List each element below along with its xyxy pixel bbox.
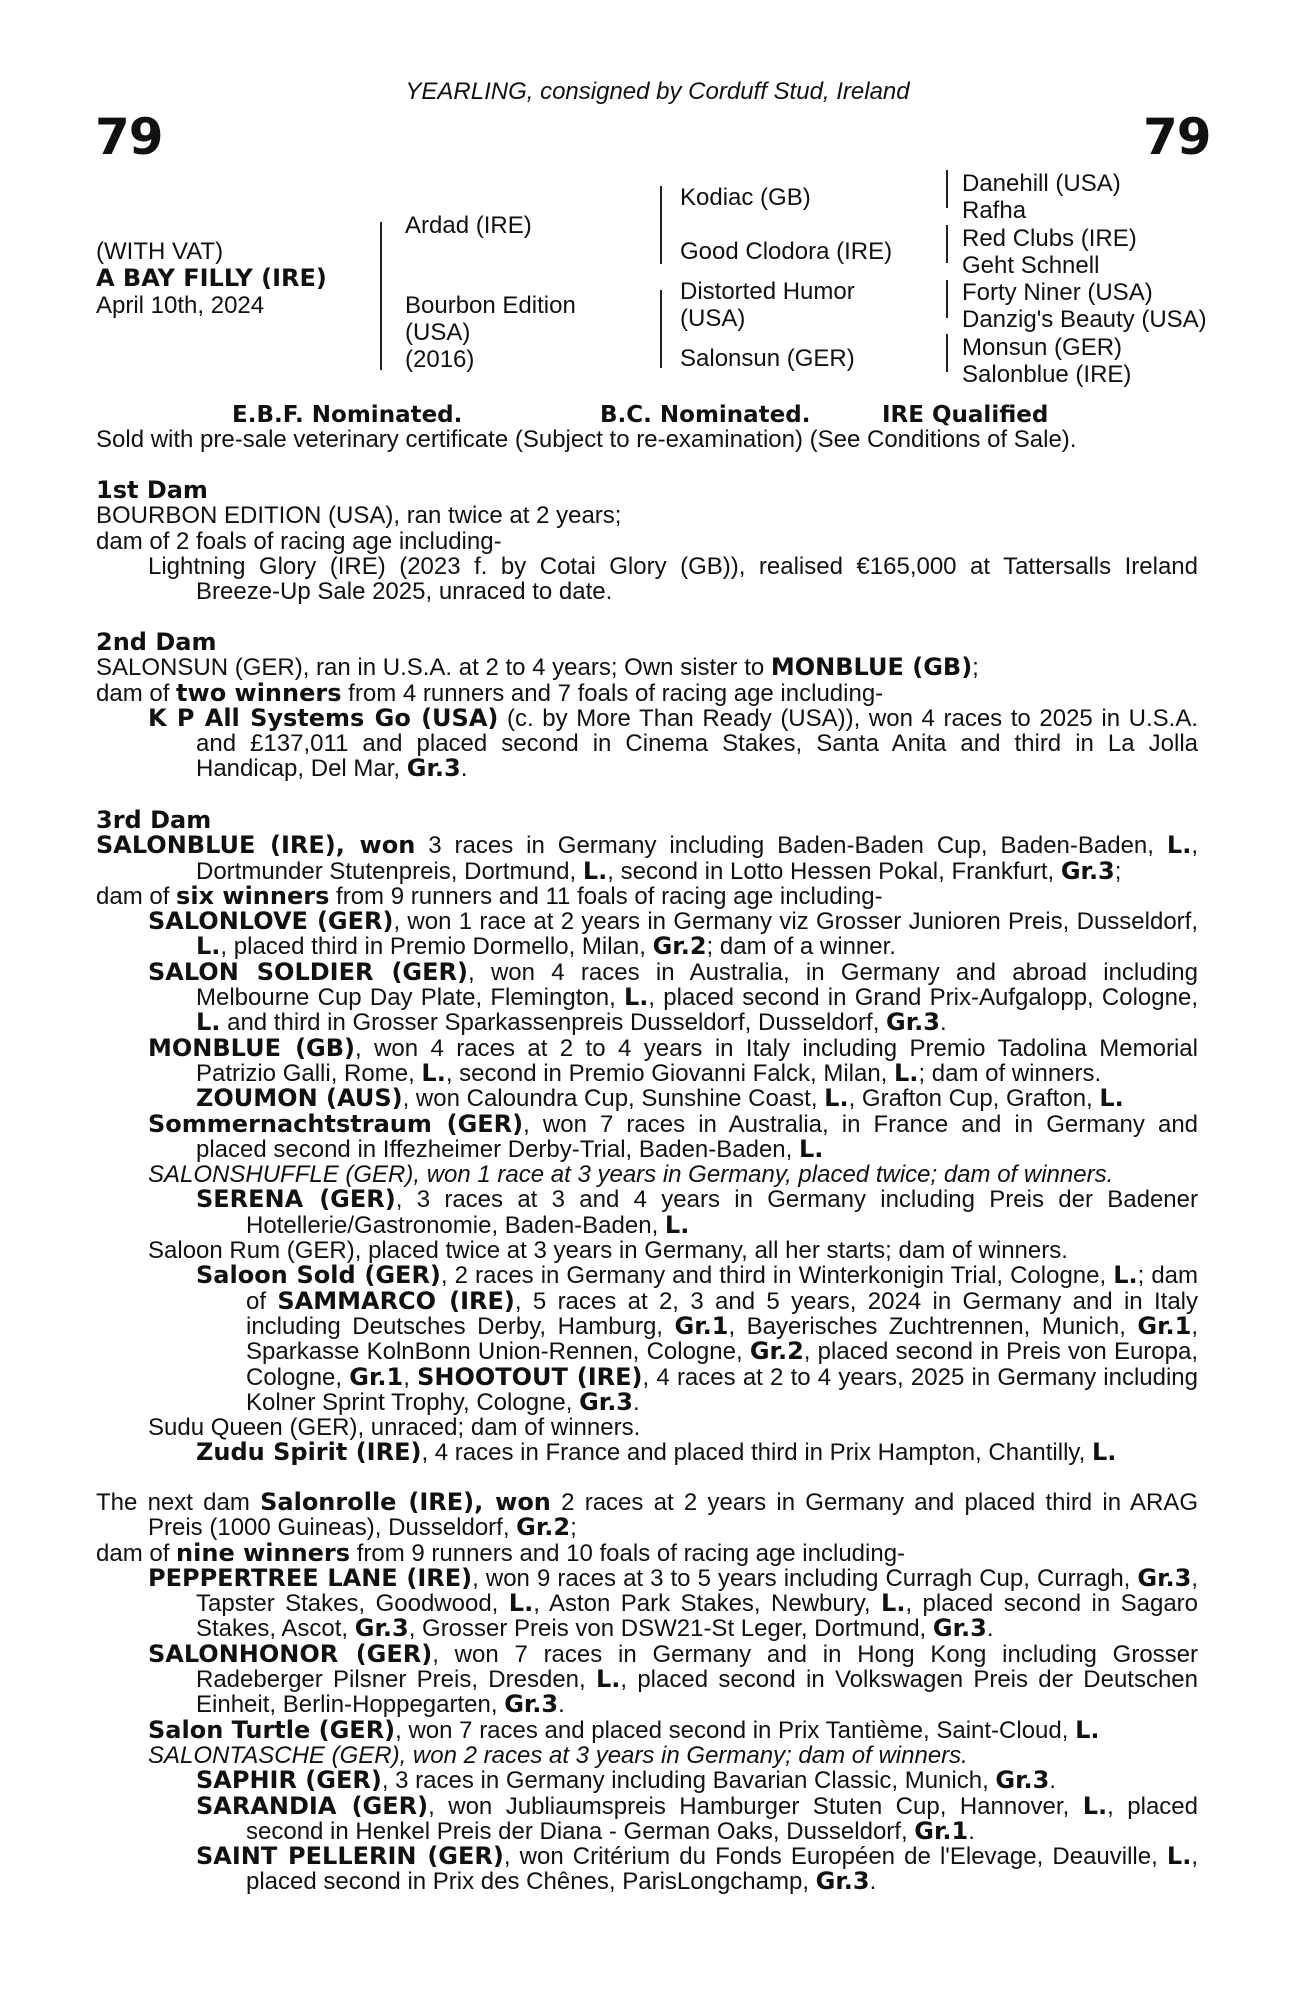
text: from 4 runners and 7 foals of racing age including-	[341, 679, 884, 707]
text: , 4 races in France and placed third in Prix Hampton, Chantilly,	[421, 1439, 1092, 1467]
second-dam-section	[96, 630, 1198, 782]
horse-name: Salon Turtle (GER)	[148, 1715, 396, 1744]
grade: L.	[1075, 1715, 1100, 1744]
text: , won 7 races in Germany and in Hong Kong including Grosser Radeberger Pilsner Preis, Dresden,	[196, 1640, 1199, 1694]
text: 2 races at 2 years in Germany and placed third in ARAG Preis (1000 Guineas), Dusseldorf,	[148, 1489, 1198, 1542]
horse-name: SAINT PELLERIN (GER)	[196, 1842, 504, 1871]
horse-name: SALONTASCHE (GER)	[148, 1741, 400, 1769]
text: , won 7 races and placed second in Prix Tantième, Saint-Cloud,	[395, 1716, 1076, 1744]
foaling-date: April 10th, 2024	[96, 292, 265, 319]
horse-name: SALONHONOR (GER)	[148, 1639, 433, 1668]
text: SALONSUN (GER), ran in U.S.A. at 2 to 4 years; Own sister to	[96, 654, 771, 682]
horse-name: SALONSHUFFLE (GER)	[148, 1161, 414, 1189]
horse-name: SERENA (GER)	[196, 1185, 396, 1214]
grade: Gr.1	[1137, 1311, 1192, 1340]
text: ; dam of	[246, 1262, 1199, 1315]
text: , Bayerisches Zuchtrennen, Munich,	[728, 1312, 1138, 1340]
horse-name: Zudu Spirit (IRE)	[196, 1438, 422, 1467]
third-dam-record	[96, 833, 1198, 884]
section-heading: 1st Dam	[96, 476, 208, 504]
text: , won 1 race at 3 years in Germany, placed twice; dam of winners.	[413, 1161, 1114, 1189]
grade: L.	[664, 1210, 690, 1239]
progeny-entry: Saloon Sold (GER), 2 races in Germany and third in Winterkonigin Trial, Cologne, L.; dam of SAMMARCO (IRE), 5 races at 2, 3 and 5 years, 2024 in Germany and in Italy including Deutsches Derby, Hamburg, Gr.1, Bayerisches Zuchtrennen, Munich, Gr.1, Sparkasse KolnBonn Union-Rennen, Cologne, Gr.2, placed second in Preis von Europa, Cologne, Gr.1, SHOOTOUT (IRE), 4 races at 2 to 4 years, 2025 in Germany including Kolner Sprint Trophy, Cologne, Gr.3.	[196, 1261, 1199, 1416]
sire-sire: Kodiac (GB)	[680, 184, 811, 211]
pedigree-brace-7	[946, 334, 948, 372]
text: , placed second in Preis von Europa, Cologne,	[246, 1338, 1198, 1391]
grade: Gr.3	[932, 1614, 987, 1643]
ggp-item: Monsun (GER)	[962, 333, 1123, 361]
grade: L.	[623, 983, 649, 1012]
text: , won 9 races at 3 to 5 years including Curragh Cup, Curragh,	[472, 1564, 1138, 1592]
dam-sire-line: Distorted Humor	[680, 278, 855, 305]
progeny-entry: PEPPERTREE LANE (IRE), won 9 races at 3 to 5 years including Curragh Cup, Curragh, Gr.3, Tapster Stakes, Goodwood, L., Aston Park Stakes, Newbury, L., placed second in Sagaro Stakes, Ascot, Gr.3, Grosser Preis von DSW21-St Leger, Dortmund, Gr.3.	[148, 1563, 1199, 1643]
horse-name: Sommernachtstraum (GER)	[148, 1109, 524, 1138]
grade: Gr.3	[815, 1867, 870, 1896]
pedigree-brace-3	[660, 290, 662, 368]
text: , 3 races in Germany including Bavarian Classic, Munich,	[381, 1767, 996, 1795]
progeny-entry: SAPHIR (GER), 3 races in Germany including Bavarian Classic, Munich, Gr.3.	[196, 1766, 1057, 1795]
lot-number-right: 79	[1143, 108, 1211, 166]
text: , won 1 race at 2 years in Germany viz Grosser Junioren Preis, Dusseldorf,	[393, 908, 1198, 936]
pedigree-brace-4	[946, 170, 948, 208]
ggp-item: Salonblue (IRE)	[962, 361, 1132, 389]
text: and third in Grosser Sparkassenpreis Dusseldorf, Dusseldorf,	[220, 1009, 887, 1037]
grade: L.	[1091, 1438, 1117, 1467]
first-dam-foal: Lightning Glory (IRE) (2023 f. by Cotai Glory (GB)), realised €165,000 at Tattersalls Ireland Breeze-Up Sale 2025, unraced to date.	[148, 552, 1198, 606]
text: , Grosser Preis von DSW21-St Leger, Dortmund,	[408, 1615, 933, 1643]
horse-name: SARANDIA (GER)	[196, 1791, 429, 1820]
grade: Gr.3	[886, 1008, 940, 1037]
sire: Ardad (IRE)	[405, 212, 532, 239]
text: ;	[1114, 857, 1122, 885]
grade: L.	[799, 1134, 824, 1163]
first-dam-line: dam of 2 foals of racing age including-	[96, 527, 502, 555]
horse-name: SHOOTOUT (IRE)	[417, 1362, 643, 1391]
text: , placed second in Sagaro Stakes, Ascot,	[196, 1590, 1199, 1643]
text: , 3 races at 3 and 4 years in Germany including Preis der Badener Hotellerie/Gastronomie, Baden-Baden,	[246, 1186, 1198, 1239]
text: dam of	[96, 1539, 177, 1567]
grade: Gr.3	[504, 1690, 559, 1719]
dam-dam: Salonsun (GER)	[680, 345, 855, 372]
grade: L.	[1166, 831, 1192, 860]
grade: Gr.1	[674, 1311, 729, 1340]
horse-name: SALONBLUE (IRE), won	[96, 831, 416, 860]
section-heading: 2nd Dam	[96, 628, 217, 656]
third-dam-section	[96, 808, 1198, 1466]
grade: Gr.2	[749, 1337, 804, 1366]
grade: Gr.3	[1137, 1563, 1192, 1592]
text: , placed second in Grand Prix-Aufgalopp, Cologne,	[648, 984, 1198, 1012]
progeny-entry: SALONHONOR (GER), won 7 races in Germany and in Hong Kong including Grosser Radeberger Pilsner Preis, Dresden, L., placed second in Volkswagen Preis der Deutschen Einheit, Berlin-Hoppegarten, Gr.3.	[148, 1639, 1199, 1719]
progeny-entry: SALON SOLDIER (GER), won 4 races in Australia, in Germany and abroad including Melbourne Cup Day Plate, Flemington, L., placed second in Grand Prix-Aufgalopp, Cologne, L. and third in Grosser Sparkassenpreis Dusseldorf, Dusseldorf, Gr.3.	[148, 957, 1198, 1037]
ggp-item: Forty Niner (USA)	[962, 279, 1153, 307]
winners-count: two winners	[176, 678, 342, 707]
text: , Sparkasse KolnBonn Union-Rennen, Cologne,	[246, 1312, 1198, 1366]
horse-name: SAMMARCO (IRE)	[277, 1286, 515, 1315]
pedigree-brace-5	[946, 225, 948, 263]
grade: L.	[824, 1084, 849, 1113]
text: , won 4 races in Australia, in Germany and abroad including Melbourne Cup Day Plate, Flemington,	[196, 958, 1198, 1012]
ggp-item: Geht Schnell	[962, 251, 1100, 279]
text: , won Jubliaumspreis Hamburger Stuten Cup, Hannover,	[428, 1792, 1083, 1820]
first-dam-line: BOURBON EDITION (USA), ran twice at 2 years;	[96, 502, 622, 530]
section-heading: 3rd Dam	[96, 806, 212, 834]
text: , second in Premio Giovanni Falck, Milan,	[445, 1059, 895, 1087]
winners-count: six winners	[176, 881, 330, 910]
text: , Tapster Stakes, Goodwood,	[196, 1564, 1198, 1618]
grade: Gr.3	[1060, 856, 1115, 885]
progeny-entry	[148, 1109, 1199, 1163]
text: , placed second in Henkel Preis der Diana - German Oaks, Dusseldorf,	[246, 1792, 1199, 1845]
grade: L.	[1099, 1084, 1124, 1113]
progeny-entry	[148, 909, 1198, 960]
text: , Grafton Cup, Grafton,	[848, 1085, 1100, 1113]
grade: Gr.2	[652, 932, 707, 961]
grade: L.	[1113, 1261, 1138, 1290]
text: , placed second in Volkswagen Preis der Deutschen Einheit, Berlin-Hoppegarten,	[196, 1666, 1199, 1719]
grade: Gr.3	[406, 754, 461, 783]
winners-count: nine winners	[176, 1538, 351, 1567]
dam	[405, 292, 576, 373]
grade: L.	[508, 1589, 534, 1618]
grade: L.	[1082, 1791, 1108, 1820]
dam-sire	[680, 278, 855, 332]
text: dam of	[96, 679, 177, 707]
text: .	[460, 755, 468, 783]
grade: Gr.3	[354, 1614, 409, 1643]
grade: L.	[196, 1008, 221, 1037]
ire-qualified: IRE Qualified	[882, 402, 1049, 428]
progeny-entry: SAINT PELLERIN (GER), won Critérium du Fonds Européen de l'Elevage, Deauville, L., placed second in Prix des Chênes, ParisLongchamp, Gr.3.	[196, 1842, 1199, 1896]
horse-name: PEPPERTREE LANE (IRE)	[148, 1563, 473, 1592]
ggp-item: Red Clubs (IRE)	[962, 224, 1137, 252]
text: , placed third in Premio Dormello, Milan,	[220, 933, 653, 961]
grade: L.	[196, 932, 221, 961]
horse-name: Salonrolle (IRE), won	[260, 1488, 551, 1516]
dam-sire-line: (USA)	[680, 305, 746, 332]
grade: L.	[881, 1589, 906, 1618]
progeny-entry: SARANDIA (GER), won Jubliaumspreis Hamburger Stuten Cup, Hannover, L., placed second in Henkel Preis der Diana - German Oaks, Dusseldorf, Gr.1.	[196, 1791, 1199, 1845]
text: , won Critérium du Fonds Européen de l'Elevage, Deauville,	[503, 1843, 1167, 1871]
text: ; dam of winners.	[918, 1059, 1102, 1087]
horse-name: ZOUMON (AUS)	[196, 1084, 403, 1113]
pedigree-brace-6	[946, 280, 948, 318]
first-dam-section	[96, 478, 1198, 604]
progeny-entry	[148, 1743, 1198, 1768]
text: , won 2 races at 3 years in Germany; dam of winners.	[399, 1741, 968, 1769]
text: , 2 races in Germany and third in Winterkonigin Trial, Cologne,	[440, 1262, 1114, 1290]
horse-name: SAPHIR (GER)	[196, 1766, 382, 1795]
horse-name: A BAY FILLY (IRE)	[96, 264, 327, 292]
text: , won Caloundra Cup, Sunshine Coast,	[402, 1085, 825, 1113]
grade: L.	[595, 1665, 621, 1694]
horse-name: MONBLUE (GB)	[148, 1033, 356, 1062]
pedigree-brace-1	[380, 222, 382, 370]
horse-name: SALON SOLDIER (GER)	[148, 957, 468, 986]
next-dam-section	[96, 1490, 1198, 1895]
dam-line: Bourbon Edition	[405, 292, 576, 319]
horse-name: SALONLOVE (GER)	[148, 907, 394, 936]
text: , second in Lotto Hessen Pokal, Frankfurt,	[607, 857, 1061, 885]
text: , Dortmunder Stutenpreis, Dortmund,	[196, 832, 1198, 885]
grade: L.	[1166, 1842, 1192, 1871]
text: , 4 races at 2 to 4 years, 2025 in Germany including Kolner Sprint Trophy, Cologne,	[246, 1363, 1198, 1416]
vat-note: (WITH VAT)	[96, 238, 224, 265]
grade: Gr.3	[995, 1766, 1050, 1795]
grade: Gr.1	[349, 1362, 404, 1391]
bc-nomination: B.C. Nominated.	[600, 402, 811, 428]
text: ; dam of a winner.	[706, 933, 896, 961]
progeny-entry	[148, 1033, 1198, 1087]
text: The next dam	[96, 1489, 261, 1516]
text: , placed second in Prix des Chênes, ParisLongchamp,	[246, 1843, 1199, 1896]
ebf-nomination: E.B.F. Nominated.	[232, 402, 463, 428]
pedigree-brace-2	[660, 186, 662, 264]
consignment-header: YEARLING, consigned by Corduff Stud, Ireland	[405, 78, 910, 105]
progeny-entry	[196, 1440, 1198, 1465]
ggp-item: Danzig's Beauty (USA)	[962, 306, 1207, 334]
grade: L.	[894, 1058, 919, 1087]
text: from 9 runners and 11 foals of racing age including-	[329, 882, 883, 910]
grade: Gr.3	[579, 1387, 634, 1416]
progeny-entry	[196, 1187, 1198, 1238]
lot-number-left: 79	[95, 108, 163, 166]
text: 3 races in Germany including Baden-Baden Cup, Baden-Baden,	[415, 832, 1167, 860]
progeny-entry: Sudu Queen (GER), unraced; dam of winners.	[148, 1414, 641, 1442]
dam-line: (USA)	[405, 319, 471, 346]
progeny-entry	[148, 1715, 1198, 1744]
text: , Aston Park Stakes, Newbury,	[533, 1590, 882, 1618]
horse-name: K P All Systems Go (USA)	[148, 703, 499, 732]
text: (c. by More Than Ready (USA)), won 4 races to 2025 in U.S.A. and £137,011 and placed second in Cinema Stakes, Santa Anita and third in La Jolla Handicap, Del Mar,	[196, 704, 1198, 783]
ggp-item: Rafha	[962, 197, 1027, 225]
sire-dam: Good Clodora (IRE)	[680, 238, 893, 265]
grade: L.	[421, 1058, 446, 1087]
horse-name: MONBLUE (GB)	[770, 653, 973, 682]
text: , won 7 races in Australia, in France and in Germany and placed second in Iffezheimer Derby-Trial, Baden-Baden,	[196, 1110, 1199, 1163]
grade: L.	[582, 856, 608, 885]
progeny-entry	[196, 1086, 1198, 1111]
progeny-entry: Saloon Rum (GER), placed twice at 3 years in Germany, all her starts; dam of winners.	[148, 1237, 1068, 1265]
text: dam of	[96, 882, 177, 910]
text: , won 4 races at 2 to 4 years in Italy including Premio Tadolina Memorial Patrizio Galli, Rome,	[196, 1034, 1198, 1087]
progeny-entry	[148, 1162, 1198, 1187]
grade: Gr.2	[516, 1513, 571, 1542]
progeny-entry	[148, 703, 1198, 783]
text: from 9 runners and 10 foals of racing age including-	[350, 1539, 906, 1567]
text: ;	[972, 654, 979, 682]
ggp-item: Danehill (USA)	[962, 170, 1121, 197]
great-grandparents	[962, 170, 1207, 388]
vet-certificate-note: Sold with pre-sale veterinary certificate (Subject to re-examination) (See Conditions of Sale).	[96, 426, 1077, 453]
grade: Gr.1	[914, 1816, 969, 1845]
text: , 5 races at 2, 3 and 5 years, 2024 in Germany and in Italy including Deutsches Derby, Hamburg,	[246, 1287, 1199, 1340]
dam-line: (2016)	[405, 346, 475, 373]
horse-name: Saloon Sold (GER)	[196, 1261, 441, 1290]
next-dam-record: The next dam Salonrolle (IRE), won 2 races at 2 years in Germany and placed third in ARAG Preis (1000 Guineas), Dusseldorf, Gr.2;	[96, 1488, 1198, 1542]
